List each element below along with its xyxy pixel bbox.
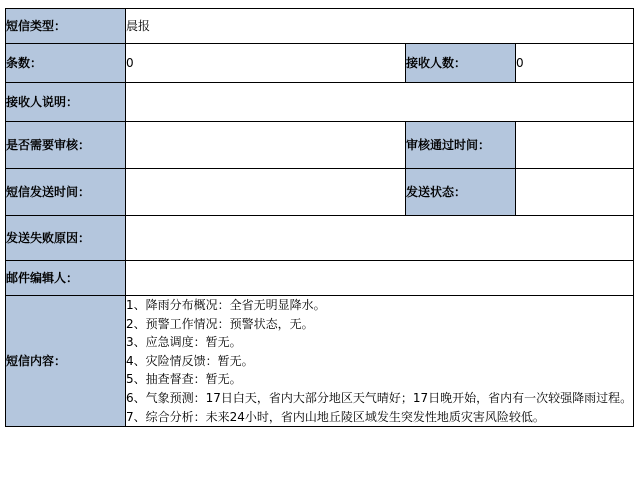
sms-send-time-label: 短信发送时间：	[6, 169, 126, 216]
sms-type-label: 短信类型：	[6, 9, 126, 44]
table-row	[6, 44, 634, 83]
count-value: 0	[126, 44, 406, 83]
sms-detail-table	[5, 8, 634, 427]
sms-content-line: 5、抽查督查：暂无。	[126, 372, 242, 387]
receiver-desc-value	[126, 83, 634, 122]
sms-content-line: 7、综合分析：未来24小时，省内山地丘陵区域发生突发性地质灾害风险较低。	[126, 409, 545, 424]
sms-content-line: 3、应急调度：暂无。	[126, 335, 242, 350]
sms-content-line: 6、气象预测：17日白天，省内大部分地区天气晴好；17日晚开始，省内有一次较强降雨过程。	[126, 390, 633, 405]
send-status-value	[516, 169, 634, 216]
sms-send-time-value	[126, 169, 406, 216]
audit-pass-time-value	[516, 122, 634, 169]
send-status-label: 发送状态：	[406, 169, 516, 216]
receiver-count-value: 0	[516, 44, 634, 83]
sms-content-line: 4、灾险情反馈：暂无。	[126, 353, 254, 368]
form-sheet	[0, 8, 642, 487]
send-fail-reason-label: 发送失败原因：	[6, 216, 126, 261]
table-row	[6, 296, 634, 427]
need-audit-value	[126, 122, 406, 169]
sms-type-value: 晨报	[126, 9, 634, 44]
table-row	[6, 216, 634, 261]
sms-content-value	[126, 296, 634, 427]
table-row	[6, 261, 634, 296]
need-audit-label: 是否需要审核：	[6, 122, 126, 169]
table-row	[6, 169, 634, 216]
sms-content-line: 1、降雨分布概况：全省无明显降水。	[126, 298, 326, 312]
receiver-desc-label: 接收人说明：	[6, 83, 126, 122]
sms-content-lines	[126, 296, 633, 426]
sms-content-line: 2、预警工作情况：预警状态，无。	[126, 316, 314, 331]
table-row	[6, 83, 634, 122]
sms-content-label: 短信内容：	[6, 296, 126, 427]
table-row	[6, 122, 634, 169]
send-fail-reason-value	[126, 216, 634, 261]
mail-editor-value	[126, 261, 634, 296]
audit-pass-time-label: 审核通过时间：	[406, 122, 516, 169]
mail-editor-label: 邮件编辑人：	[6, 261, 126, 296]
receiver-count-label: 接收人数：	[406, 44, 516, 83]
table-row	[6, 9, 634, 44]
count-label: 条数：	[6, 44, 126, 83]
